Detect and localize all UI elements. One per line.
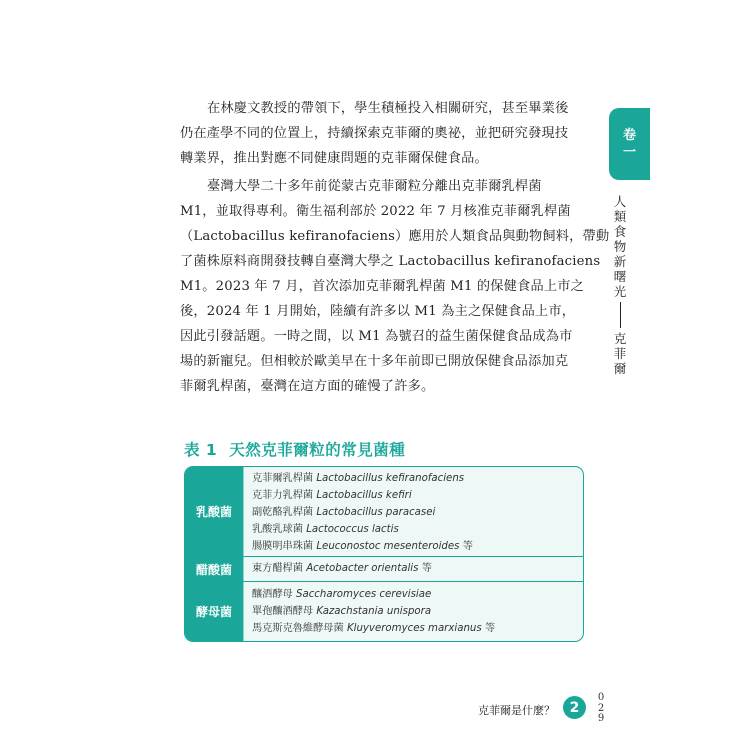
text-line: 仍在產學不同的位置上，持續探索克菲爾的奧祕，並把研究發現技: [180, 126, 569, 141]
bacteria-table: [184, 466, 584, 642]
table-row: [185, 557, 583, 582]
species-item: [252, 521, 583, 538]
text-line: 場的新寵兒。但相較於歐美早在十多年前即已開放保健食品添加克: [180, 354, 569, 369]
species-item: [252, 586, 583, 603]
species-zh: 單孢釀酒酵母: [252, 606, 314, 617]
table-title: [184, 438, 405, 460]
text-line: 後，2024 年 1 月開始，陸續有許多以 M1 為主之保健食品上市，: [180, 304, 576, 319]
text-line: （Lactobacillus kefiranofaciens）應用於人類食品與動物飼料，帶動: [180, 229, 610, 244]
paragraph-2: [180, 174, 610, 399]
page-number-digit: 0: [597, 692, 605, 703]
text-line: 在林慶文教授的帶領下，學生積極投入相關研究，甚至畢業後: [207, 101, 569, 116]
species-latin: Lactobacillus kefiri: [316, 490, 412, 501]
species-latin: Lactobacillus paracasei: [316, 507, 436, 518]
species-zh: 釀酒酵母: [252, 589, 293, 600]
running-title: [612, 194, 628, 376]
species-latin: Acetobacter orientalis: [306, 563, 419, 574]
text-line: 了菌株原料商開發技轉自臺灣大學之 Lactobacillus kefiranofaciens: [180, 254, 601, 269]
species-zh: 乳酸乳球菌: [252, 524, 303, 535]
table-title-text: 天然克菲爾粒的常見菌種: [229, 441, 406, 459]
chapter-number-badge: 2: [563, 696, 586, 719]
category-yeast: 酵母菌: [185, 582, 244, 641]
species-item: [252, 620, 583, 637]
text-line: 轉業界，推出對應不同健康問題的克菲爾保健食品。: [180, 151, 488, 166]
species-latin: Lactobacillus kefiranofaciens: [316, 473, 465, 484]
species-zh: 東方醋桿菌: [252, 563, 303, 574]
species-latin: Kluyveromyces marxianus: [346, 623, 482, 634]
title-dash: [620, 302, 621, 328]
table-row: [185, 467, 583, 557]
running-title-part1: 人類食物新曙光: [613, 194, 627, 299]
species-item: [252, 487, 583, 504]
species-latin: Leuconostoc mesenteroides: [316, 541, 460, 552]
species-item: [252, 603, 583, 620]
species-zh: 腸膜明串珠菌: [252, 541, 314, 552]
species-latin: Saccharomyces cerevisiae: [296, 589, 432, 600]
species-zh: 副乾酪乳桿菌: [252, 507, 314, 518]
text-line: 臺灣大學二十多年前從蒙古克菲爾粒分離出克菲爾乳桿菌: [207, 179, 542, 194]
species-latin: Kazachstania unispora: [316, 606, 432, 617]
species-latin: Lactococcus lactis: [306, 524, 399, 535]
text-line: M1，並取得專利。衛生福利部於 2022 年 7 月核准克菲爾乳桿菌: [180, 204, 571, 219]
text-line: 因此引發話題。一時之間，以 M1 為號召的益生菌保健食品成為市: [180, 329, 573, 344]
species-item: [252, 560, 583, 577]
text-line: 菲爾乳桿菌，臺灣在這方面的確慢了許多。: [180, 379, 435, 394]
volume-tab-label: 卷一: [622, 128, 636, 160]
species-zh: 克菲力乳桿菌: [252, 490, 314, 501]
species-suffix: 等: [462, 541, 473, 552]
category-acetic-acid-bacteria: 醋酸菌: [185, 557, 244, 581]
page-number: [596, 693, 606, 725]
species-item: [252, 504, 583, 521]
species-item: [252, 538, 583, 555]
species-zh: 克菲爾乳桿菌: [252, 473, 314, 484]
species-suffix: 等: [484, 623, 496, 634]
footer-chapter-title: 克菲爾是什麼？: [478, 704, 555, 717]
species-item: [252, 470, 583, 487]
text-line: M1。2023 年 7 月，首次添加克菲爾乳桿菌 M1 的保健食品上市之: [180, 279, 585, 294]
species-zh: 馬克斯克魯維酵母菌: [252, 623, 344, 634]
page-number-digit: 2: [597, 702, 605, 714]
paragraph-1: [180, 96, 600, 171]
species-suffix: 等: [421, 563, 432, 574]
table-row: [185, 582, 583, 641]
main-text: [180, 96, 610, 402]
running-title-part2: 克菲爾: [613, 331, 627, 376]
category-lactic-acid-bacteria: 乳酸菌: [185, 467, 244, 556]
volume-tab: [609, 108, 650, 180]
species-list: [244, 467, 583, 556]
species-list: [244, 557, 583, 581]
table-number: 表 1: [184, 441, 218, 459]
page-number-digit: 9: [597, 713, 605, 724]
species-list: [244, 582, 583, 641]
